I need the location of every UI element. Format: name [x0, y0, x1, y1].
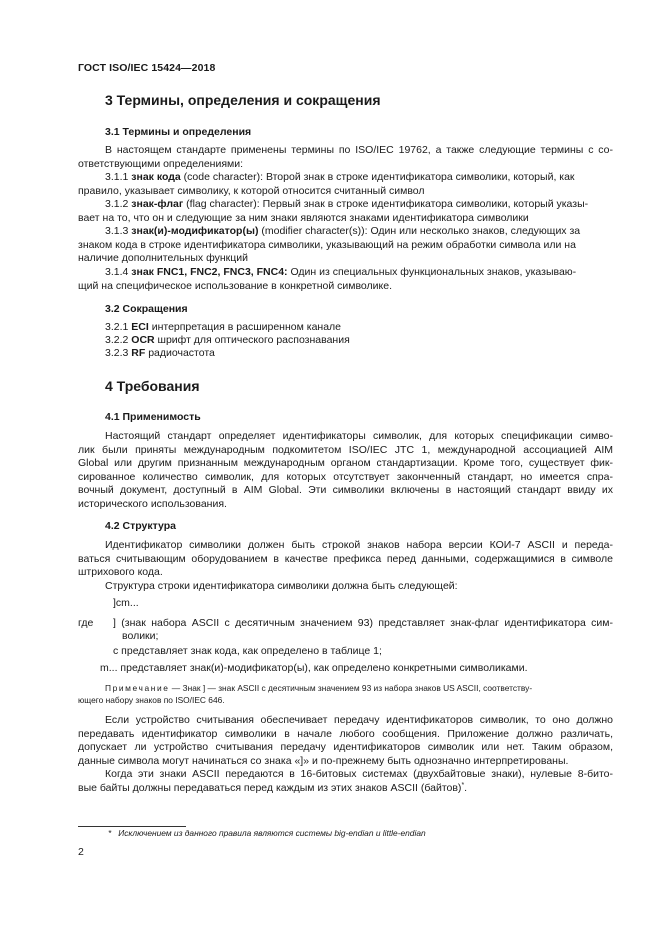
section-4-2-paragraph: Идентификатор символики должен быть строкой знаков набора версии КОИ-7 ASCII и переда- ваться считывающим оборудованием в качестве префикса перед данными, содержащимися в символе штрихового кода. Структура строки идентификатора символики должна быть следующей:: [78, 539, 613, 592]
section-4-2-16bit-paragraph: Когда эти знаки ASCII передаются в 16-битовых системах (двухбайтовые знаки), нулевые 8-бито- вые байты должны передаваться перед каждым из этих знаков ASCII (байтов)*.: [78, 768, 613, 794]
subsection-4-2-title: 4.2 Структура: [105, 520, 176, 532]
abbrev-3-2-3: 3.2.3 RF радиочастота: [105, 347, 215, 359]
term-3-1-1: 3.1.1 знак кода (code character): Второй знак в строке идентификатора символики, который, как правило, указывает символику, к которой относится считанный символ: [78, 171, 575, 197]
abbrev-ocr: OCR: [131, 334, 155, 346]
section-4-2-reader-paragraph: Если устройство считывания обеспечивает передачу идентификаторов символик, то оно должно передавать идентификатор символики в начале любого сообщения. Приложение должно различать, допускает ли устройство считывания передачу идентификаторов символик или нет. Таким образом, данные символа могут начинаться со знака «]» и по-прежнему быть однозначно интерпретированы.: [78, 714, 613, 767]
term-3-1-3: 3.1.3 знак(и)-модификатор(ы) (modifier character(s)): Один или несколько знаков, следующих за знаком кода в строке идентификатора символики, указывающий на режим обработки символа или на наличие дополнительных функций: [78, 225, 581, 265]
abbrev-rf: RF: [131, 347, 146, 359]
footnote-divider: [78, 826, 186, 827]
footnote-text: Исключением из данного правила являются системы big-endian и little-endian: [118, 828, 426, 838]
note-label: Примечание: [105, 683, 170, 693]
footnote: [108, 828, 426, 838]
abbrev-3-2-1: 3.2.1 ECI интерпретация в расширенном канале: [105, 321, 342, 333]
term-3-1-4: 3.1.4 знак FNC1, FNC2, FNC3, FNC4: Один из специальных функциональных знаков, указываю- щий на специфическое использование в конкретной символике.: [78, 266, 577, 292]
footnote-mark: *: [108, 828, 112, 838]
subsection-3-1-title: 3.1 Термины и определения: [105, 126, 252, 138]
where-modifier-char: m... представляет знак(и)-модификатор(ы), как определено конкретными символиками.: [100, 662, 528, 674]
section-4-1-paragraph: Настоящий стандарт определяет идентификаторы символик, для которых спецификации симво- лик были приняты международным подкомитетом ISO/IEC JTC 1, международной ассоциацией AIM Global или другим признанным международным органом стандартизации. Кроме того, существует фик- сированное количество символик, для которых отсутствует законченный стандарт, но имеется спра- вочный документ, доступный в AIM Global. Эти символики включены в настоящий стандарт ввиду их исторического использования.: [78, 430, 613, 510]
identifier-format: ]cm...: [113, 597, 139, 609]
where-flag-line: ] (знак набора ASCII с десятичным значением 93) представляет знак-флаг идентификатора сим-: [113, 617, 613, 629]
term-flag-character: знак-флаг: [131, 198, 184, 210]
subsection-4-1-title: 4.1 Применимость: [105, 411, 201, 423]
running-header: ГОСТ ISO/IEC 15424—2018: [78, 62, 216, 74]
page-number: 2: [78, 846, 84, 858]
where-label: где: [78, 617, 94, 629]
where-code-char: c представляет знак кода, как определено в таблице 1;: [113, 645, 382, 657]
abbrev-3-2-2: 3.2.2 OCR шрифт для оптического распознавания: [105, 334, 350, 346]
term-modifier-characters: знак(и)-модификатор(ы): [131, 225, 259, 237]
abbrev-eci: ECI: [131, 321, 149, 333]
term-fnc-characters: знак FNC1, FNC2, FNC3, FNC4:: [131, 266, 288, 278]
section-3-1-intro: В настоящем стандарте применены термины по ISO/IEC 19762, а также следующие термины с со- ответствующими определениями:: [78, 144, 613, 170]
section-4-title: 4 Требования: [105, 378, 200, 394]
where-flag-line-cont: волики;: [122, 630, 159, 642]
footnote-reference[interactable]: *: [461, 781, 465, 789]
term-3-1-2: 3.1.2 знак-флаг (flag character): Первый знак в строке идентификатора символики, который указы- вает на то, что он и следующие за ним знаки являются знаками идентификатора символики: [78, 198, 589, 224]
term-code-character: знак кода: [131, 171, 181, 183]
note: Примечание — Знак ] — знак ASCII с десятичным значением 93 из набора знаков US ASCII, соответству- ющего набору знаков по ISO/IEC 646.: [78, 683, 533, 705]
subsection-3-2-title: 3.2 Сокращения: [105, 303, 188, 315]
section-3-title: 3 Термины, определения и сокращения: [105, 92, 381, 108]
